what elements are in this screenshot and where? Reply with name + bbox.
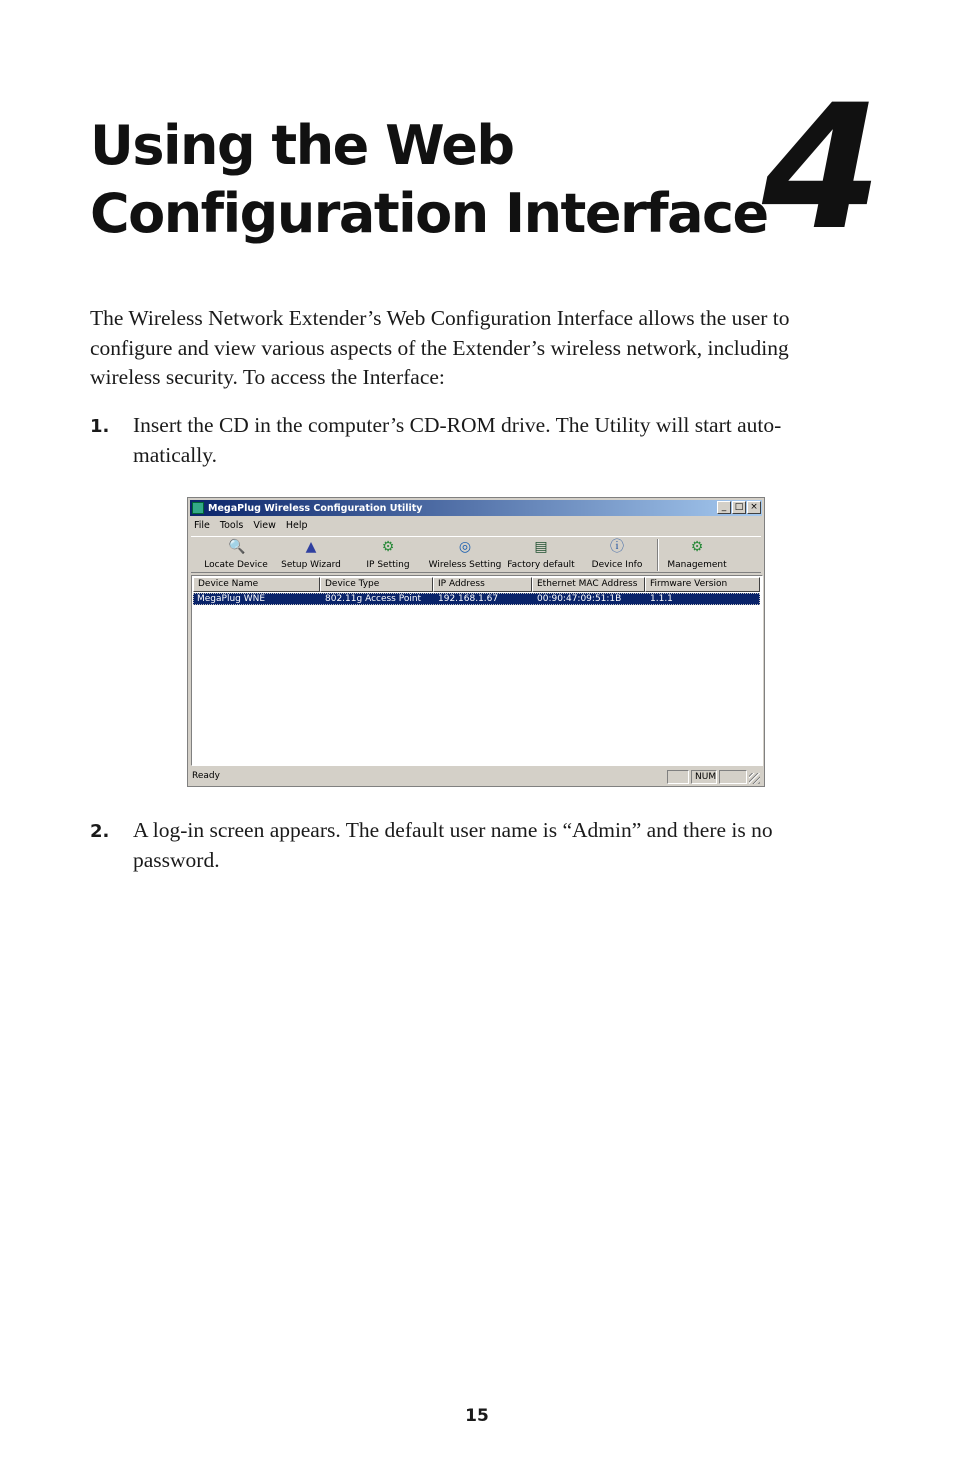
toolbar-label: Locate Device xyxy=(204,560,268,570)
network-plug-icon: ⚙ xyxy=(381,539,395,555)
utility-window-screenshot xyxy=(187,497,765,787)
management-button[interactable] xyxy=(665,539,729,570)
column-device-type[interactable]: Device Type xyxy=(320,577,433,592)
info-icon: ⓘ xyxy=(610,539,624,555)
step-line: password. xyxy=(133,847,220,872)
intro-line: wireless security. To access the Interface: xyxy=(90,365,445,389)
toolbar-label: Device Info xyxy=(591,560,643,570)
column-ip-address[interactable]: IP Address xyxy=(433,577,532,592)
column-mac-address[interactable]: Ethernet MAC Address xyxy=(532,577,645,592)
status-text: Ready xyxy=(192,771,220,781)
ip-setting-button[interactable] xyxy=(361,539,415,570)
status-panel-blank xyxy=(719,770,747,784)
menu-bar xyxy=(194,520,308,531)
menu-tools[interactable]: Tools xyxy=(219,520,244,531)
factory-default-button[interactable] xyxy=(505,539,577,570)
wizard-hat-icon: ▲ xyxy=(305,539,317,555)
magnifier-icon: 🔍 xyxy=(228,539,246,555)
chapter-number: 4 xyxy=(762,67,882,268)
app-icon xyxy=(192,502,204,514)
menu-file[interactable]: File xyxy=(194,520,210,531)
chapter-title-line-1: Using the Web xyxy=(90,114,514,177)
intro-paragraph xyxy=(90,304,830,393)
status-panel-blank xyxy=(667,770,689,784)
status-panel-num: NUM xyxy=(691,770,717,784)
menu-view[interactable]: View xyxy=(253,520,276,531)
cell-device-name: MegaPlug WNE xyxy=(197,594,266,604)
device-info-button[interactable] xyxy=(587,539,647,570)
wireless-setting-button[interactable] xyxy=(427,539,503,570)
intro-line: The Wireless Network Extender’s Web Configuration Interface allows the user to xyxy=(90,306,790,330)
menu-help[interactable]: Help xyxy=(285,520,308,531)
step-line: Insert the CD in the computer’s CD-ROM drive. The Utility will start auto- xyxy=(133,413,782,437)
minimize-button[interactable]: _ xyxy=(717,501,731,514)
page-number: 15 xyxy=(465,1406,489,1426)
locate-device-button[interactable] xyxy=(201,539,271,570)
device-list-header xyxy=(193,577,761,592)
cell-mac-address: 00:90:47:09:51:1B xyxy=(537,594,622,604)
management-icon: ⚙ xyxy=(690,539,704,555)
step-text xyxy=(133,411,838,470)
window-titlebar xyxy=(190,500,762,516)
step-number: 2. xyxy=(90,821,110,842)
wireless-icon: ◎ xyxy=(458,539,472,555)
status-bar xyxy=(191,769,761,785)
chapter-title-line-2: Configuration Interface xyxy=(90,182,768,245)
toolbar-label: Management xyxy=(667,560,727,570)
column-device-name[interactable]: Device Name xyxy=(193,577,320,592)
step-text xyxy=(133,816,838,875)
close-button[interactable]: × xyxy=(747,501,761,514)
maximize-button[interactable]: □ xyxy=(732,501,746,514)
toolbar xyxy=(191,536,761,573)
cell-firmware-version: 1.1.1 xyxy=(650,594,673,604)
toolbar-separator xyxy=(657,539,659,571)
factory-reset-icon: ▤ xyxy=(534,539,548,555)
device-list[interactable] xyxy=(191,575,763,766)
table-row[interactable] xyxy=(193,593,760,605)
step-line: A log-in screen appears. The default user name is “Admin” and there is no xyxy=(133,818,773,842)
cell-ip-address: 192.168.1.67 xyxy=(438,594,499,604)
intro-line: configure and view various aspects of the Extender’s wireless network, including xyxy=(90,335,789,360)
toolbar-label: Setup Wizard xyxy=(281,560,341,570)
toolbar-label: Factory default xyxy=(507,560,575,570)
chapter-title xyxy=(90,112,768,248)
toolbar-label: Wireless Setting xyxy=(428,560,502,570)
window-controls xyxy=(717,501,761,514)
resize-grip[interactable] xyxy=(749,773,760,784)
cell-device-type: 802.11g Access Point xyxy=(325,594,422,604)
setup-wizard-button[interactable] xyxy=(279,539,343,570)
window-title: MegaPlug Wireless Configuration Utility xyxy=(208,502,423,514)
step-number: 1. xyxy=(90,416,110,437)
toolbar-label: IP Setting xyxy=(366,560,410,570)
step-line: matically. xyxy=(133,442,217,467)
column-firmware-version[interactable]: Firmware Version xyxy=(645,577,760,592)
